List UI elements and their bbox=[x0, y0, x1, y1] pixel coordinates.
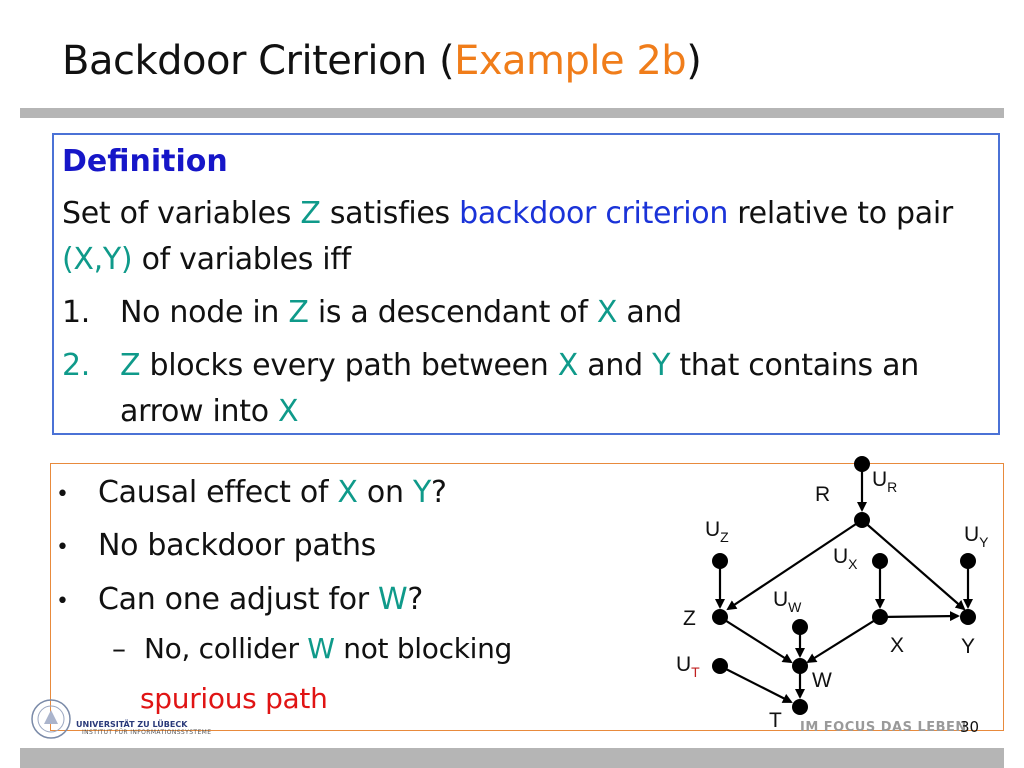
spurious-path-label: spurious path bbox=[140, 682, 328, 715]
title-divider bbox=[20, 108, 1004, 118]
node-uw bbox=[792, 619, 808, 635]
node-ur bbox=[854, 456, 870, 472]
edge-x-y bbox=[880, 616, 958, 617]
bullet-causal-effect: • Causal effect of X on Y? bbox=[56, 475, 447, 510]
node-y bbox=[960, 609, 976, 625]
slide-title: Backdoor Criterion (Example 2b) bbox=[62, 38, 702, 84]
node-w bbox=[792, 658, 808, 674]
causal-graph bbox=[660, 450, 1000, 740]
bullet-no-backdoor: • No backdoor paths bbox=[56, 528, 376, 563]
definition-item-2-cont: arrow into X bbox=[120, 394, 299, 429]
label-uw: $U_W$ bbox=[773, 588, 802, 615]
edge-x-w bbox=[808, 617, 880, 662]
label-y: Y bbox=[961, 635, 976, 658]
node-ux bbox=[872, 553, 888, 569]
definition-line-2: (X,Y) of variables iff bbox=[62, 242, 351, 277]
label-r: R bbox=[815, 483, 831, 506]
university-seal-icon bbox=[30, 698, 72, 740]
node-uy bbox=[960, 553, 976, 569]
label-x: X bbox=[890, 634, 905, 657]
edge-ut-t bbox=[720, 666, 791, 702]
label-ux: $U_X$ bbox=[833, 545, 858, 572]
edge-z-w bbox=[720, 617, 791, 662]
bullet-adjust-w: • Can one adjust for W? bbox=[56, 582, 424, 617]
label-uz: $U_Z$ bbox=[705, 518, 729, 545]
sub-bullet-collider: – bbox=[112, 632, 126, 665]
definition-item-2: 2. bbox=[62, 348, 91, 383]
label-t: T bbox=[769, 709, 782, 732]
node-ut bbox=[712, 658, 728, 674]
definition-item-2-text: Z blocks every path between X and Y that contains an bbox=[120, 348, 919, 383]
footer-brand: IM FOCUS DAS LEBEN bbox=[800, 720, 967, 735]
institute-name: INSTITUT FÜR INFORMATIONSSYSTEME bbox=[82, 729, 212, 736]
node-uz bbox=[712, 553, 728, 569]
label-w: W bbox=[812, 669, 832, 692]
bottom-bar bbox=[20, 748, 1004, 768]
university-name: UNIVERSITÄT ZU LÜBECK bbox=[76, 720, 188, 729]
label-ur: $U_R$ bbox=[872, 468, 898, 495]
definition-item-1-text: No node in Z is a descendant of X and bbox=[120, 295, 682, 330]
label-uy: $U_Y$ bbox=[964, 523, 989, 550]
definition-line-1: Set of variables Z satisfies backdoor criterion relative to pair bbox=[62, 196, 953, 231]
label-z: Z bbox=[683, 607, 696, 630]
title-accent: Example 2b bbox=[454, 38, 687, 84]
node-t bbox=[792, 699, 808, 715]
label-ut: $U_T$ bbox=[676, 653, 700, 680]
node-r bbox=[854, 512, 870, 528]
node-x bbox=[872, 609, 888, 625]
node-z bbox=[712, 609, 728, 625]
page-number: 30 bbox=[960, 718, 980, 736]
sub-bullet-collider-text: No, collider W not blocking bbox=[144, 632, 513, 665]
definition-item-1: 1. bbox=[62, 295, 91, 330]
definition-heading: Definition bbox=[62, 144, 228, 179]
